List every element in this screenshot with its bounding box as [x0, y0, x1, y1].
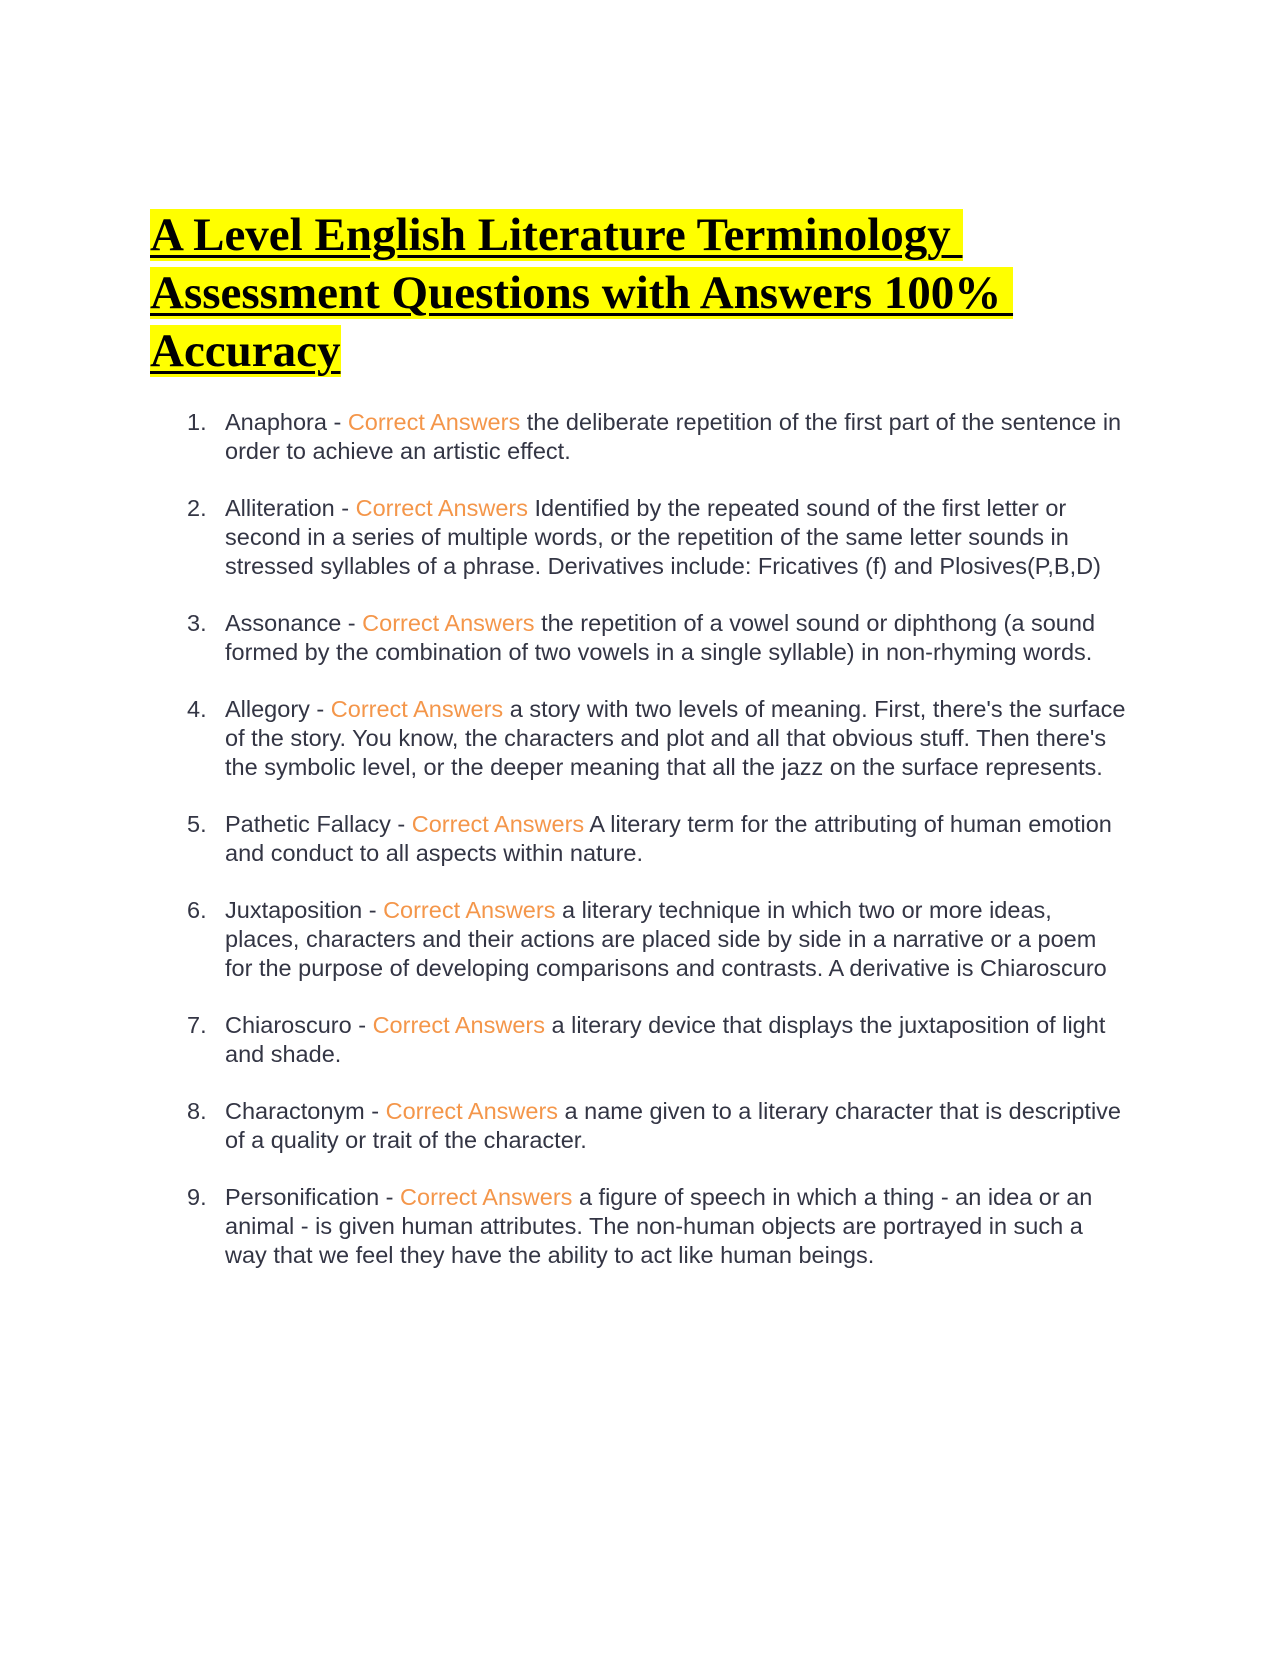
definition: the deliberate repetition of the first part of the sentence in order to achieve an artistic effect. [225, 409, 1122, 464]
term: Anaphora - [225, 409, 348, 435]
item-number: 8. [187, 1098, 207, 1124]
term: Alliteration - [225, 495, 356, 521]
item-number: 3. [187, 610, 207, 636]
definition: a name given to a literary character that is descriptive of a quality or trait of the character. [225, 1098, 1121, 1153]
item-text [225, 695, 1130, 782]
item-text [225, 494, 1130, 581]
correct-answers-label: Correct Answers [347, 409, 521, 435]
correct-answers-label: Correct Answers [383, 897, 556, 923]
term: Pathetic Fallacy - [225, 811, 412, 837]
term: Allegory - [225, 696, 331, 722]
item-text [225, 810, 1130, 868]
term: Charactonym - [225, 1098, 386, 1124]
definition: A literary term for the attributing of human emotion and conduct to all aspects within nature. [225, 811, 1112, 866]
item-number: 5. [187, 811, 207, 837]
list-item-charactonym [150, 1097, 1130, 1155]
definition: a story with two levels of meaning. First, there's the surface of the story. You know, the characters and plot and all that obvious stuff. Then there's the symbolic level, or the deeper meaning that all the jazz on the surface represents. [225, 696, 1126, 780]
title-line-1: A Level English Literature Terminology [150, 209, 963, 261]
item-number: 9. [187, 1184, 207, 1210]
correct-answers-label: Correct Answers [362, 610, 535, 636]
list-item-personification [150, 1183, 1130, 1270]
item-text [225, 609, 1130, 667]
term: Personification - [225, 1184, 401, 1210]
title-line-2: Assessment Questions with Answers 100% [150, 267, 1014, 319]
item-number: 7. [187, 1012, 207, 1038]
correct-answers-label: Correct Answers [400, 1184, 573, 1210]
list-item-pathetic-fallacy [150, 810, 1130, 868]
item-text [225, 896, 1130, 983]
item-number: 6. [187, 897, 207, 923]
correct-answers-label: Correct Answers [330, 696, 504, 722]
definition: Identified by the repeated sound of the first letter or second in a series of multiple words, or the repetition of the same letter sounds in stressed syllables of a phrase. Derivatives include: Fricatives (f) and Plosives(P,B,D) [225, 495, 1101, 579]
item-text [225, 1183, 1130, 1270]
definition: a literary technique in which two or more ideas, places, characters and their actions are placed side by side in a narrative or a poem for the purpose of developing comparisons and contrasts. A derivative is Chiaroscuro [225, 897, 1107, 981]
correct-answers-label: Correct Answers [385, 1098, 559, 1124]
term: Chiaroscuro - [225, 1012, 373, 1038]
correct-answers-label: Correct Answers [372, 1012, 545, 1038]
correct-answers-label: Correct Answers [411, 811, 585, 837]
title-line-3: Accuracy [150, 325, 341, 377]
document-title [150, 206, 1110, 380]
term: Assonance - [225, 610, 363, 636]
item-text [225, 1097, 1130, 1155]
list-item-allegory [150, 695, 1130, 782]
correct-answers-label: Correct Answers [355, 495, 528, 521]
item-number: 2. [187, 495, 207, 521]
list-item-alliteration [150, 494, 1130, 581]
list-item-juxtaposition [150, 896, 1130, 983]
definition: the repetition of a vowel sound or diphthong (a sound formed by the combination of two vowels in a single syllable) in non-rhyming words. [225, 610, 1096, 665]
term: Juxtaposition - [225, 897, 384, 923]
list-item-chiaroscuro [150, 1011, 1130, 1069]
item-number: 1. [187, 409, 207, 435]
item-text [225, 408, 1130, 466]
item-text [225, 1011, 1130, 1069]
definition: a literary device that displays the juxtaposition of light and shade. [225, 1012, 1106, 1067]
definition: a figure of speech in which a thing - an idea or an animal - is given human attributes. The non-human objects are portrayed in such a way that we feel they have the ability to act like human beings. [225, 1184, 1093, 1268]
list-item-assonance [150, 609, 1130, 667]
terminology-list [150, 408, 1130, 1298]
list-item-anaphora [150, 408, 1130, 466]
item-number: 4. [187, 696, 207, 722]
